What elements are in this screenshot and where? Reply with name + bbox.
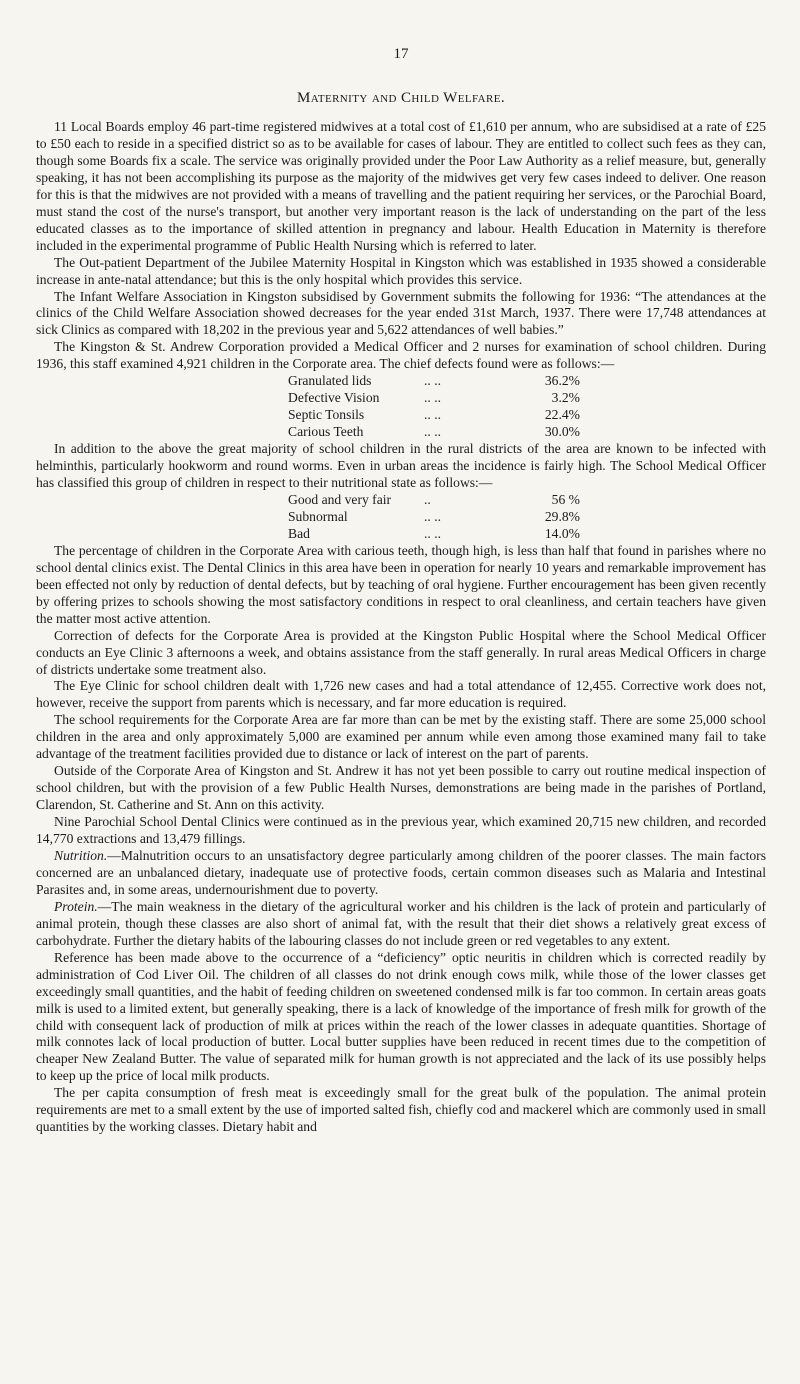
protein-text: —The main weakness in the dietary of the agricultural worker and his children is the lack of protein and particularly of animal protein, though these classes are also short of animal fat, with the result that their diet shows a relatively great excess of carbohydrate. Further the dietary habits of the labouring classes do not include green or red vegetables to any extent. — [36, 898, 766, 948]
nutrition-text: —Malnutrition occurs to an unsatisfactory degree particularly among children of the poorer classes. The main factors concerned are an unbalanced dietary, inadequate use of protective foods, certain common diseases such as Malaria and Intestinal Parasites and, in some areas, undernourishment due to poverty. — [36, 847, 766, 897]
section-heading: Maternity and Child Welfare. — [296, 90, 506, 106]
paragraph-correction-defects: Correction of defects for the Corporate Area is provided at the Kingston Public Hospital where the School Medical Officer conducts an Eye Clinic 3 afternoons a week, and obtains assistance from the staff generally. In rural areas Medical Officers in charge of districts undertake some treatment also. — [36, 627, 766, 677]
paragraph-nutrition — [36, 848, 766, 899]
paragraph-midwives: 11 Local Boards employ 46 part-time registered midwives at a total cost of £1,610 per annum, who are subsidised at a rate of £25 to £50 each to reside in a specified district so as to be available for cases of labour. They are entitled to collect such fees as they can, though some Boards fix a scale. The service was originally provided under the Poor Law Authority as a relief measure, but, generally speaking, it has not been accomplishing its purpose as the majority of the midwives get very few cases indeed to deliver. One reason for this is that the midwives are not provided with a means of travelling and the patient requiring her services, or the Parochial Board, must stand the cost of the nurse's transport, but another very important reason is the lack of understanding on the part of the less educated classes as to the importance of skilled attention in pregnancy and labour. Health Education in Maternity is therefore included in the experimental programme of Public Health Nursing which is referred to later. — [36, 119, 766, 253]
paragraph-school-examination: The Kingston & St. Andrew Corporation provided a Medical Officer and 2 nurses for examination of school children. During 1936, this staff examined 4,921 children in the Corporate area. The chief defects found were as follows:— — [36, 339, 766, 372]
nutrition-label: Good and very fair — [288, 491, 392, 507]
defect-label: Septic Tonsils — [288, 407, 365, 423]
paragraph-meat: The per capita consumption of fresh meat is exceedingly small for the great bulk of the population. The animal protein requirements are met to a small extent by the use of imported salted fish, chiefly cod and mackerel which are commonly used in small quantities by the working classes. Dietary habit and — [36, 1085, 766, 1135]
nutrition-value: 14.0% — [544, 525, 580, 541]
protein-lead: Protein. — [54, 898, 98, 914]
defect-label: Granulated lids — [288, 373, 372, 389]
leader-dots: .. .. — [424, 508, 441, 524]
table-row — [288, 373, 580, 390]
leader-dots: .. — [424, 491, 431, 507]
defects-table — [288, 373, 580, 441]
paragraph-helminthis: In addition to the above the great majority of school children in the rural districts of the area are known to be infected with helminthis, particularly hookworm and round worms. Even in urban areas the incidence is fairly high. The School Medical Officer has classified this group of children in respect to their nutritional state as follows:— — [36, 441, 766, 491]
paragraph-infant-welfare: The Infant Welfare Association in Kingston subsidised by Government submits the following for 1936: “The attendances at the clinics of the Child Welfare Association showed decreases for the year ended 31st March, 1937. There were 17,748 attendances at sick Clinics as compared with 18,202 in the previous year and 5,622 attendances of well babies.” — [36, 288, 766, 338]
nutrition-table — [288, 492, 580, 543]
nutrition-label: Subnormal — [288, 508, 348, 524]
table-row — [288, 407, 580, 424]
paragraph-rural-inspection: Outside of the Corporate Area of Kingston and St. Andrew it has not yet been possible to carry out routine medical inspection of school children, but with the provision of a few Public Health Nurses, demonstrations are being made in the parishes of Portland, Clarendon, St. Catherine and St. Ann on this activity. — [36, 763, 766, 813]
defect-value: 22.4% — [544, 407, 580, 423]
table-row — [288, 424, 580, 441]
table-row — [288, 509, 580, 526]
paragraph-protein — [36, 899, 766, 950]
leader-dots: .. .. — [424, 390, 441, 406]
leader-dots: .. .. — [424, 373, 441, 389]
nutrition-label: Bad — [288, 525, 310, 541]
defect-value: 3.2% — [551, 390, 580, 406]
table-row — [288, 390, 580, 407]
paragraph-milk: Reference has been made above to the occurrence of a “deficiency” optic neuritis in children which is corrected readily by administration of Cod Liver Oil. The children of all classes do not drink enough cows milk, while those of the lower classes get exceedingly small quantities, and the habit of feeding children on sweetened condensed milk is far too common. In certain areas goats milk is used to a limited extent, but generally speaking, there is a lack of knowledge of the importance of fresh milk for growth of the child with consequent lack of production of milk at prices within the reach of the lower classes in adequate quantities. Shortage of milk connotes lack of local production of butter. Local butter supplies have been reduced in recent times due to the competition of cheaper New Zealand Butter. The value of separated milk for human growth is not appreciated and the lack of its use possibly helps to keep up the price of local milk products. — [36, 949, 766, 1084]
defect-label: Defective Vision — [288, 390, 380, 406]
nutrition-lead: Nutrition. — [54, 847, 108, 863]
defect-value: 36.2% — [544, 373, 580, 389]
paragraph-carious-teeth: The percentage of children in the Corporate Area with carious teeth, though high, is less than half that found in parishes where no school dental clinics exist. The Dental Clinics in this area have been in operation for nearly 10 years and remarkable improvement has been effected not only by reduction of dental defects, but by teaching of oral hygiene. Further encouragement has been given recently by offering prizes to schools showing the most satisfactory conditions in respect to oral cleanliness, and certain teachers have given the matter most active attention. — [36, 542, 766, 626]
paragraph-dental-clinics: Nine Parochial School Dental Clinics were continued as in the previous year, which examined 20,715 new children, and recorded 14,770 extractions and 13,479 fillings. — [36, 814, 766, 847]
page-number: 17 — [393, 46, 409, 62]
paragraph-school-requirements: The school requirements for the Corporate Area are far more than can be met by the existing staff. There are some 25,000 school children in the area and only approximately 5,000 are examined per annum while even among those examined many fail to take advantage of the treatment facilities provided due to distance or lack of interest on the part of parents. — [36, 712, 766, 762]
leader-dots: .. .. — [424, 407, 441, 423]
paragraph-jubilee-hospital: The Out-patient Department of the Jubilee Maternity Hospital in Kingston which was established in 1935 showed a considerable increase in ante-natal attendance; but this is the only hospital which provides this service. — [36, 254, 766, 287]
table-row — [288, 526, 580, 543]
leader-dots: .. .. — [424, 424, 441, 440]
nutrition-value: 29.8% — [544, 508, 580, 524]
nutrition-value: 56 % — [551, 491, 580, 507]
table-row — [288, 492, 580, 509]
defect-value: 30.0% — [544, 424, 580, 440]
paragraph-eye-clinic: The Eye Clinic for school children dealt with 1,726 new cases and had a total attendance of 12,455. Corrective work does not, however, receive the support from parents which is necessary, and far more education is required. — [36, 678, 766, 711]
defect-label: Carious Teeth — [288, 424, 364, 440]
leader-dots: .. .. — [424, 525, 441, 541]
